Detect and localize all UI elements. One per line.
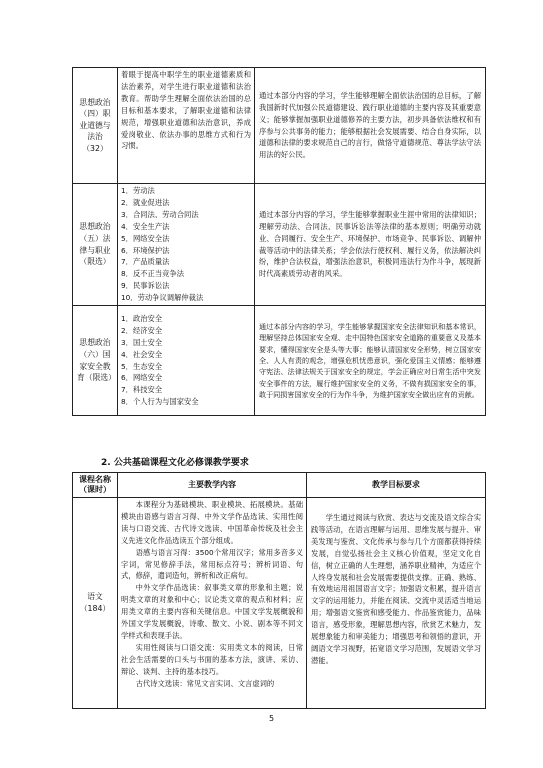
content-paragraph: 语感与语言习得：3500个常用汉字；常用多音多义字词，常见修辞手法，常用标点符号；辨析词语、句式，修辞，遣词造句，辨析和改正病句。 — [121, 547, 303, 581]
header-goal: 教学目标要求 — [307, 473, 486, 498]
list-item: 7．产品质量法 — [121, 257, 170, 267]
course-goal-cell: 通过本部分内容的学习，学生能够掌握职业生涯中常用的法律知识；理解劳动法、合同法、民事诉讼法等法律的基本原则；明确劳动就业、合同履行、安全生产、环境保护、市场竞争、民事诉讼、调解仲裁等活动中的法律关系；学会依法行使权利、履行义务，依法解决纠纷，维护合法权益，增强法治意识，积极同违法行为作斗争，展现新时代高素质劳动者的风采。 — [255, 184, 486, 306]
table-header-row — [73, 473, 486, 498]
table-row — [73, 306, 486, 416]
page-number: 5 — [268, 714, 275, 723]
course-name-cell: 思想政治（四）职业道德与法治（32） — [73, 68, 118, 184]
course-name-cell: 语文 （184） — [73, 498, 118, 709]
content-paragraph: 中外文学作品选读：叙事类文章的形象和主题；说明类文章的对象和中心；议论类文章的观点和材料；应用类文章的主要内容和关键信息。中国文学发展概貌和外国文学发展概貌，诗歌、散文、小说、剧本等不同文学样式和表现手法。 — [121, 583, 303, 640]
list-item: 8．个人行为与国家安全 — [121, 397, 199, 407]
course-table-politics — [72, 67, 486, 416]
list-item: 10．劳动争议调解仲裁法 — [121, 293, 204, 303]
list-item: 3．国土安全 — [121, 337, 163, 347]
list-item: 8．反不正当竞争法 — [121, 269, 185, 279]
list-item: 2．就业促进法 — [121, 197, 170, 207]
list-item: 5．网络安全法 — [121, 233, 170, 243]
list-item: 9．民事诉讼法 — [121, 281, 170, 291]
list-item: 4．社会安全 — [121, 349, 163, 359]
course-content-cell: 着眼于提高中职学生的职业道德素质和法治素养，对学生进行职业道德和法治教育。帮助学生理解全面依法治国的总目标和基本要求，了解职业道德和法律规范，增强职业道德和法治意识，养成爱岗敬业、依法办事的思维方式和行为习惯。 — [118, 68, 255, 184]
course-content-list — [118, 306, 255, 416]
course-name-cell: 思想政治（六）国家安全教育（限选） — [73, 306, 118, 416]
course-name-cell: 思想政治（五）法律与职业（限选） — [73, 184, 118, 306]
content-paragraph: 实用性阅读与口语交流：实用类文本的阅读，日常社会生活需要的口头与书面的基本方法，演讲、采访、辩论、谈判、主持的基本技巧。 — [121, 642, 303, 676]
course-goal-cell: 通过本部分内容的学习，学生能够掌握国家安全法律知识和基本常识，理解坚持总体国家安全观、走中国特色国家安全道路的重要意义及基本要求，懂得国家安全是头等大事；能够认清国家安全形势，树立国家安全、人人有责的观念，增强危机忧患意识，强化爱国主义情感；能够遵守宪法、法律法规关于国家安全的规定，学会正确应对日常生活中突发安全事件的方法，履行维护国家安全的义务，不做有损国家安全的事，敢于同损害国家安全的行为作斗争，为维护国家安全做出应有的贡献。 — [255, 306, 486, 416]
list-item: 6．网络安全 — [121, 373, 163, 383]
list-item: 4．安全生产法 — [121, 221, 170, 231]
list-item: 3．合同法、劳动合同法 — [121, 209, 199, 219]
list-item: 1．劳动法 — [121, 186, 155, 195]
header-content: 主要教学内容 — [118, 473, 307, 498]
table-row — [73, 498, 486, 709]
course-content-cell — [118, 498, 307, 709]
list-item: 2．经济安全 — [121, 325, 163, 335]
course-table-chinese — [72, 472, 486, 709]
content-paragraph: 本课程分为基础模块、职业模块、拓展模块。基础模块由语感与语言习得、中外文学作品选读、实用性阅读与口语交流、古代诗文选读、中国革命传统及社会主义先进文化作品选读五个部分组成。 — [121, 500, 303, 545]
table-row — [73, 184, 486, 306]
course-content-list — [118, 184, 255, 306]
course-goal-cell: 通过本部分内容的学习，学生能够理解全面依法治国的总目标，了解我国新时代加强公民道德建设、践行职业道德的主要内容及其重要意义；能够掌握加强职业道德修养的主要方法，初步具备依法维权和有序参与公共事务的能力；能够根据社会发展需要、结合自身实际，以道德和法律的要求规范自己的言行，做恪守道德规范、尊法学法守法用法的好公民。 — [255, 68, 486, 184]
list-item: 1．政治安全 — [121, 313, 163, 323]
list-item: 7．科技安全 — [121, 385, 163, 395]
table-row — [73, 68, 486, 184]
course-goal-cell: 学生通过阅读与欣赏、表达与交流及语文综合实践等活动，在语言理解与运用、思维发展与提升、审美发现与鉴赏、文化传承与参与几个方面都获得持续发展，自觉弘扬社会主义核心价值观，坚定文化自信，树立正确的人生理想，涵养职业精神，为适应个人终身发展和社会发展需要提供支撑。正确、熟练、有效地运用祖国语言文字；加强语文积累，提升语言文字的运用能力，并能在阅读、交流中灵活适当地运用；增强语文鉴赏和感受能力、作品鉴赏能力，品味语言，感受形象，理解思想内容，欣赏艺术魅力，发展想象能力和审美能力；增强思考和领悟的意识，开阔语文学习视野，拓宽语文学习范围，发展语文学习潜能。 — [307, 498, 486, 709]
section-heading: 2. 公共基础课程文化必修课教学要求 — [101, 458, 249, 468]
content-paragraph: 古代诗文选读：常见文言实词、文言虚词的 — [135, 678, 275, 688]
list-item: 5．生态安全 — [121, 361, 163, 371]
list-item: 6．环境保护法 — [121, 245, 170, 255]
header-course-name: 课程名称 （课时） — [73, 473, 118, 498]
